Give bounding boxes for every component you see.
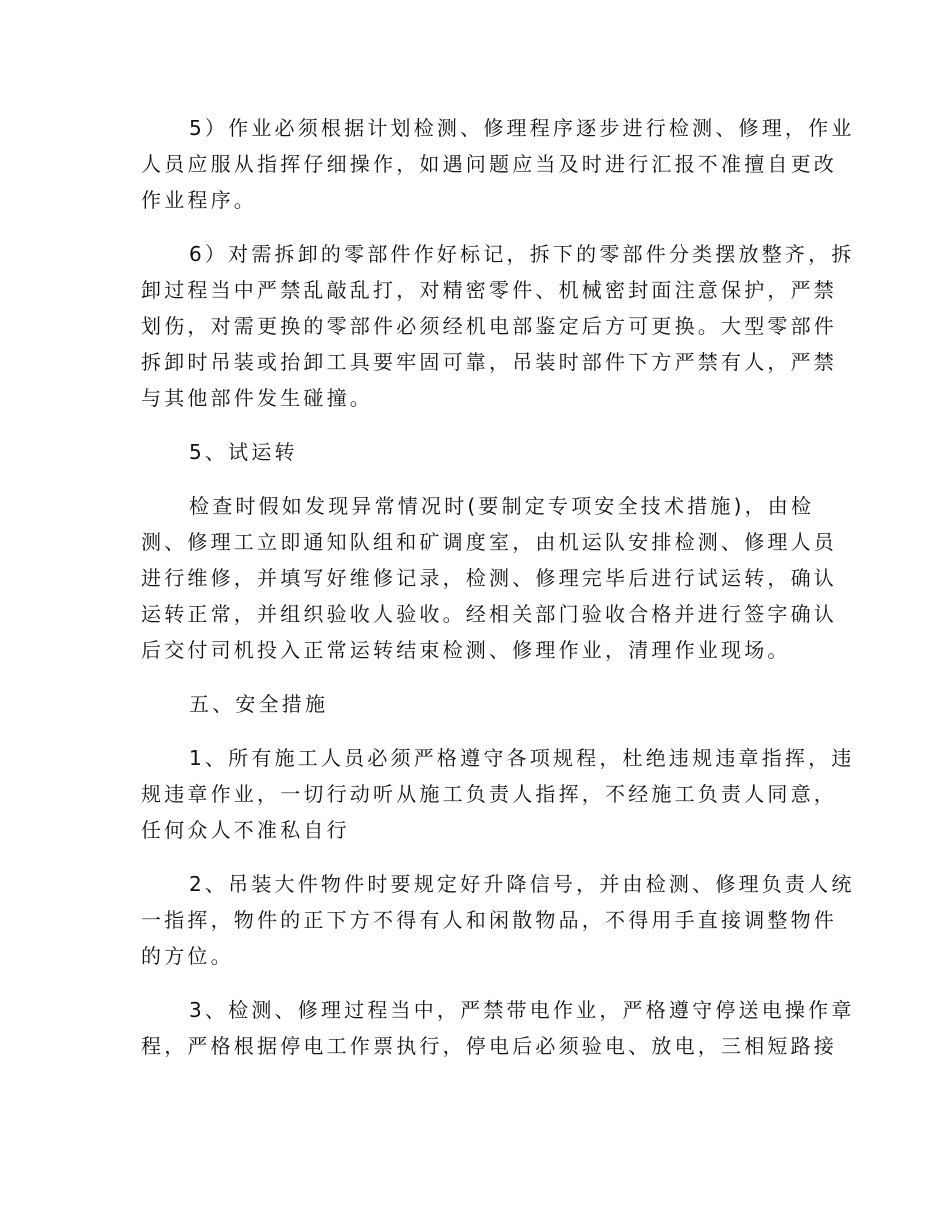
paragraph-1-line-2: 人员应服从指挥仔细操作，如遇问题应当及时进行汇报不准擅自更改 <box>141 152 837 176</box>
paragraph-2-line-5: 与其他部件发生碰撞。 <box>141 386 373 410</box>
paragraph-4-line-1: 检查时假如发现异常情况时(要制定专项安全技术措施)，由检 <box>189 494 815 518</box>
paragraph-4-line-3: 进行维修，并填写好维修记录，检测、修理完毕后进行试运转，确认 <box>141 566 837 590</box>
paragraph-2-line-2: 卸过程当中严禁乱敲乱打，对精密零件、机械密封面注意保护，严禁 <box>141 278 837 302</box>
paragraph-8-line-1: 3、检测、修理过程当中，严禁带电作业，严格遵守停送电操作章 <box>189 998 855 1022</box>
paragraph-1-line-3: 作业程序。 <box>141 188 257 212</box>
paragraph-4-line-4: 运转正常，并组织验收人验收。经相关部门验收合格并进行签字确认 <box>141 602 837 626</box>
paragraph-6-line-3: 任何众人不准私自行 <box>141 818 350 842</box>
paragraph-1-line-1: 5）作业必须根据计划检测、修理程序逐步进行检测、修理，作业 <box>189 116 855 140</box>
paragraph-2-line-4: 拆卸时吊装或抬卸工具要牢固可靠，吊装时部件下方严禁有人，严禁 <box>141 350 837 374</box>
paragraph-7-line-3: 的方位。 <box>141 944 234 968</box>
paragraph-7-line-1: 2、吊装大件物件时要规定好升降信号，并由检测、修理负责人统 <box>189 872 855 896</box>
paragraph-4-line-2: 测、修理工立即通知队组和矿调度室，由机运队安排检测、修理人员 <box>141 530 837 554</box>
paragraph-2-line-3: 划伤，对需更换的零部件必须经机电部鉴定后方可更换。大型零部件 <box>141 314 837 338</box>
paragraph-6-line-1: 1、所有施工人员必须严格遵守各项规程，杜绝违规违章指挥，违 <box>189 746 855 770</box>
section-heading-trial-run: 5、试运转 <box>189 440 298 464</box>
section-heading-safety-measures: 五、安全措施 <box>189 692 329 716</box>
paragraph-2-line-1: 6）对需拆卸的零部件作好标记，拆下的零部件分类摆放整齐，拆 <box>189 242 855 266</box>
paragraph-7-line-2: 一指挥，物件的正下方不得有人和闲散物品，不得用手直接调整物件 <box>141 908 837 932</box>
paragraph-4-line-5: 后交付司机投入正常运转结束检测、修理作业，清理作业现场。 <box>141 638 791 662</box>
paragraph-6-line-2: 规违章作业，一切行动听从施工负责人指挥，不经施工负责人同意， <box>141 782 837 806</box>
paragraph-8-line-2: 程，严格根据停电工作票执行，停电后必须验电、放电，三相短路接 <box>141 1034 837 1058</box>
